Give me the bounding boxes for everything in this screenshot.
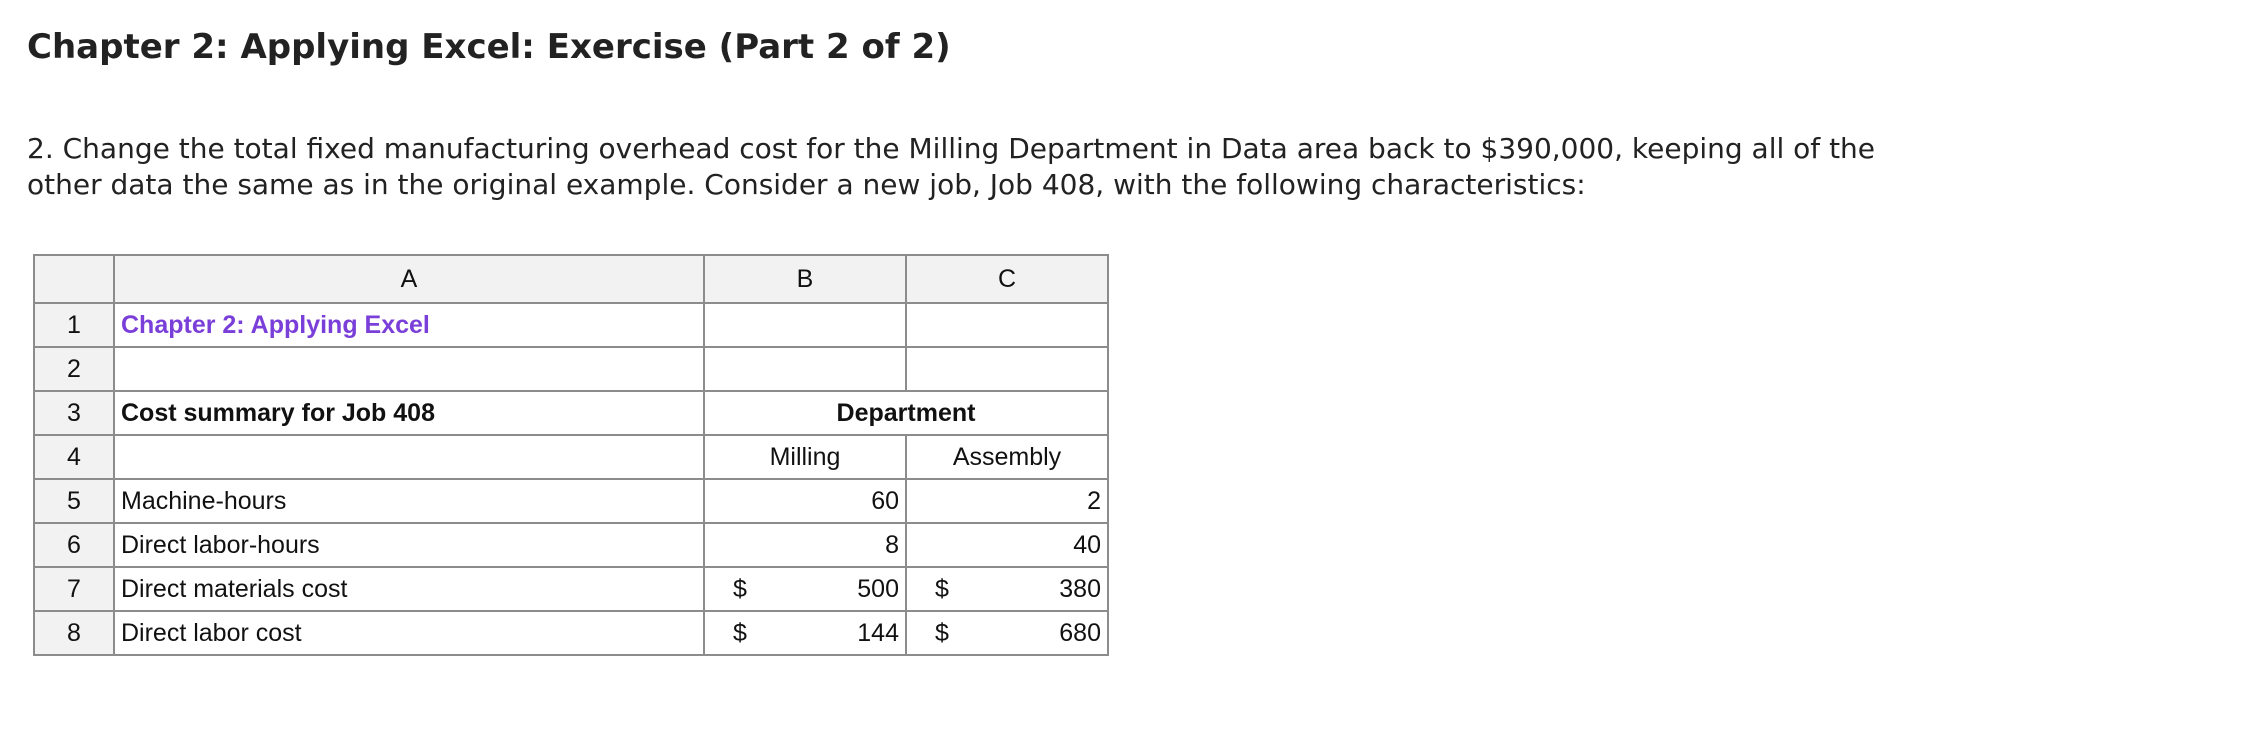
row-number[interactable]: 7 bbox=[34, 567, 114, 611]
cell-c1[interactable] bbox=[906, 303, 1108, 347]
cell-c7[interactable] bbox=[906, 567, 1108, 611]
currency-symbol: $ bbox=[733, 574, 747, 603]
cell-c6[interactable]: 40 bbox=[906, 523, 1108, 567]
sheet-row-4 bbox=[34, 435, 1108, 479]
cell-a8[interactable]: Direct labor cost bbox=[114, 611, 704, 655]
sheet-row-7 bbox=[34, 567, 1108, 611]
currency-value bbox=[711, 575, 899, 604]
column-header-b[interactable]: B bbox=[704, 255, 906, 303]
question-text: 2. Change the total fixed manufacturing overhead cost for the Milling Department in Data area back to $390,000, keeping all of the other data the same as in the original example. Consider a new job, Job 408, with the following characteristics: bbox=[27, 132, 1876, 201]
corner-cell[interactable] bbox=[34, 255, 114, 303]
row-number[interactable]: 8 bbox=[34, 611, 114, 655]
cell-b8[interactable] bbox=[704, 611, 906, 655]
row-number[interactable]: 3 bbox=[34, 391, 114, 435]
cell-a2[interactable] bbox=[114, 347, 704, 391]
cell-b7[interactable] bbox=[704, 567, 906, 611]
cell-b4-milling[interactable]: Milling bbox=[704, 435, 906, 479]
page-title: Chapter 2: Applying Excel: Exercise (Part 2 of 2) bbox=[27, 27, 951, 67]
currency-value bbox=[913, 619, 1101, 648]
currency-amount: 144 bbox=[857, 618, 899, 647]
sheet-row-5 bbox=[34, 479, 1108, 523]
sheet-row-2 bbox=[34, 347, 1108, 391]
row-number[interactable]: 4 bbox=[34, 435, 114, 479]
column-header-a[interactable]: A bbox=[114, 255, 704, 303]
cell-c8[interactable] bbox=[906, 611, 1108, 655]
row-number[interactable]: 6 bbox=[34, 523, 114, 567]
column-header-row bbox=[34, 255, 1108, 303]
row-number[interactable]: 1 bbox=[34, 303, 114, 347]
currency-value bbox=[913, 575, 1101, 604]
cell-b1[interactable] bbox=[704, 303, 906, 347]
cell-a3[interactable]: Cost summary for Job 408 bbox=[114, 391, 704, 435]
sheet-row-8 bbox=[34, 611, 1108, 655]
cell-c2[interactable] bbox=[906, 347, 1108, 391]
cell-a4[interactable] bbox=[114, 435, 704, 479]
cell-b3-c3-department[interactable]: Department bbox=[704, 391, 1108, 435]
sheet-row-6 bbox=[34, 523, 1108, 567]
currency-amount: 500 bbox=[857, 574, 899, 603]
sheet-row-1 bbox=[34, 303, 1108, 347]
currency-amount: 680 bbox=[1059, 618, 1101, 647]
row-number[interactable]: 5 bbox=[34, 479, 114, 523]
exercise-page bbox=[27, 24, 2227, 647]
cell-a5[interactable]: Machine-hours bbox=[114, 479, 704, 523]
spreadsheet bbox=[33, 254, 1109, 656]
currency-value bbox=[711, 619, 899, 648]
column-header-c[interactable]: C bbox=[906, 255, 1108, 303]
spreadsheet-table bbox=[33, 254, 1109, 656]
currency-symbol: $ bbox=[733, 618, 747, 647]
cell-b5[interactable]: 60 bbox=[704, 479, 906, 523]
cell-c5[interactable]: 2 bbox=[906, 479, 1108, 523]
cell-a6[interactable]: Direct labor-hours bbox=[114, 523, 704, 567]
row-number[interactable]: 2 bbox=[34, 347, 114, 391]
cell-b6[interactable]: 8 bbox=[704, 523, 906, 567]
cell-b2[interactable] bbox=[704, 347, 906, 391]
cell-a1[interactable]: Chapter 2: Applying Excel bbox=[114, 303, 704, 347]
cell-c4-assembly[interactable]: Assembly bbox=[906, 435, 1108, 479]
currency-amount: 380 bbox=[1059, 574, 1101, 603]
sheet-row-3 bbox=[34, 391, 1108, 435]
cell-a7[interactable]: Direct materials cost bbox=[114, 567, 704, 611]
currency-symbol: $ bbox=[935, 574, 949, 603]
currency-symbol: $ bbox=[935, 618, 949, 647]
